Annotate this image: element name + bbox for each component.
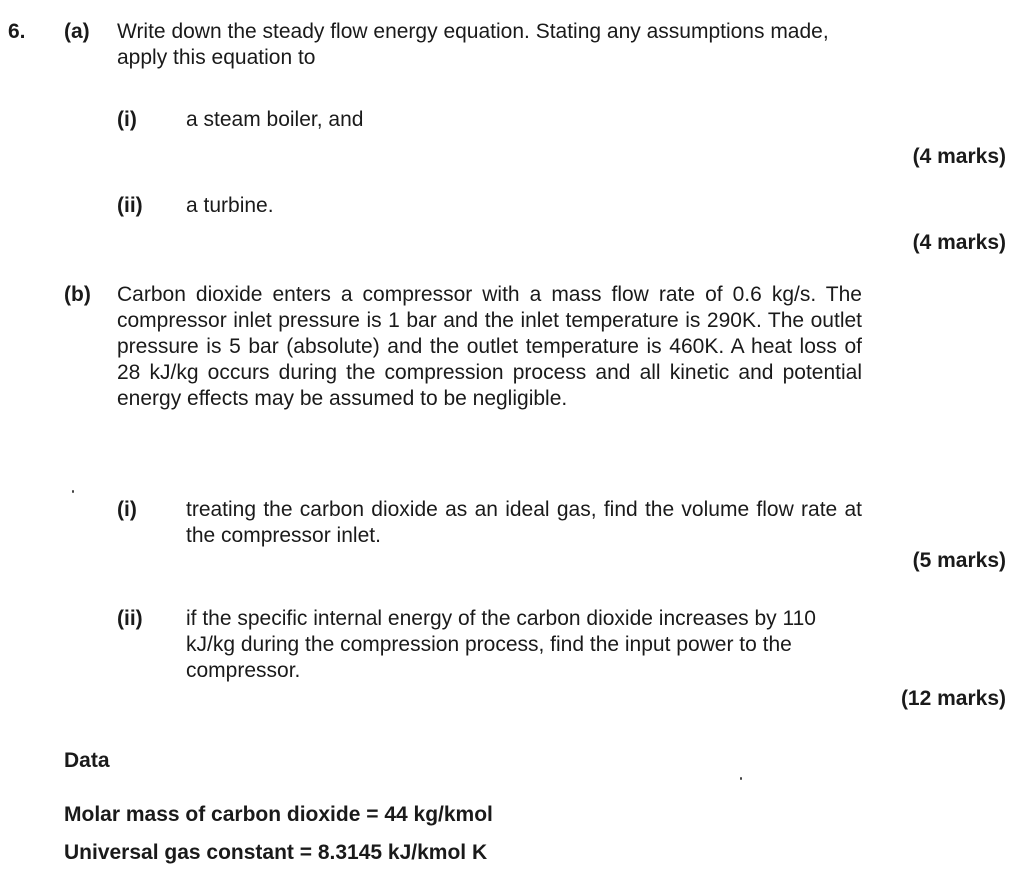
part-b-ii-text: if the specific internal energy of the carbon dioxide increases by 110 kJ/kg during the compression process, find the input power to the compressor. <box>186 607 816 682</box>
part-b-text: Carbon dioxide enters a compressor with a mass flow rate of 0.6 kg/s. The compressor inlet pressure is 1 bar and the inlet temperature is 290K. The outlet pressure is 5 bar (absolute) and the outlet temperature is 460K. A heat loss of 28 kJ/kg occurs during the compression process and all kinetic and potential energy effects may be assumed to be negligible. <box>117 283 862 410</box>
part-a-i-text: a steam boiler, and <box>186 108 364 131</box>
part-a-i-marks: (4 marks) <box>912 145 1006 168</box>
part-a-ii-label: (ii) <box>117 194 143 217</box>
scan-speck <box>72 490 74 493</box>
data-line-gas-constant: Universal gas constant = 8.3145 kJ/kmol K <box>64 841 488 864</box>
part-b-i-label: (i) <box>117 498 137 521</box>
part-a-label: (a) <box>64 20 90 43</box>
data-line-molar-mass: Molar mass of carbon dioxide = 44 kg/kmol <box>64 803 493 826</box>
data-heading: Data <box>64 749 110 772</box>
part-b-i-text: treating the carbon dioxide as an ideal gas, find the volume flow rate at the compressor inlet. <box>186 498 862 547</box>
part-a-ii-marks: (4 marks) <box>912 231 1006 254</box>
part-a-ii-text: a turbine. <box>186 194 274 217</box>
part-a-text: Write down the steady flow energy equation. Stating any assumptions made, apply this equation to <box>117 20 829 69</box>
part-b-i-marks: (5 marks) <box>912 549 1006 572</box>
question-number: 6. <box>8 20 26 43</box>
part-b-ii-label: (ii) <box>117 607 143 630</box>
part-b-label: (b) <box>64 283 91 306</box>
part-a-i-label: (i) <box>117 108 137 131</box>
part-b-ii-marks: (12 marks) <box>900 687 1006 710</box>
scan-speck <box>740 777 742 780</box>
